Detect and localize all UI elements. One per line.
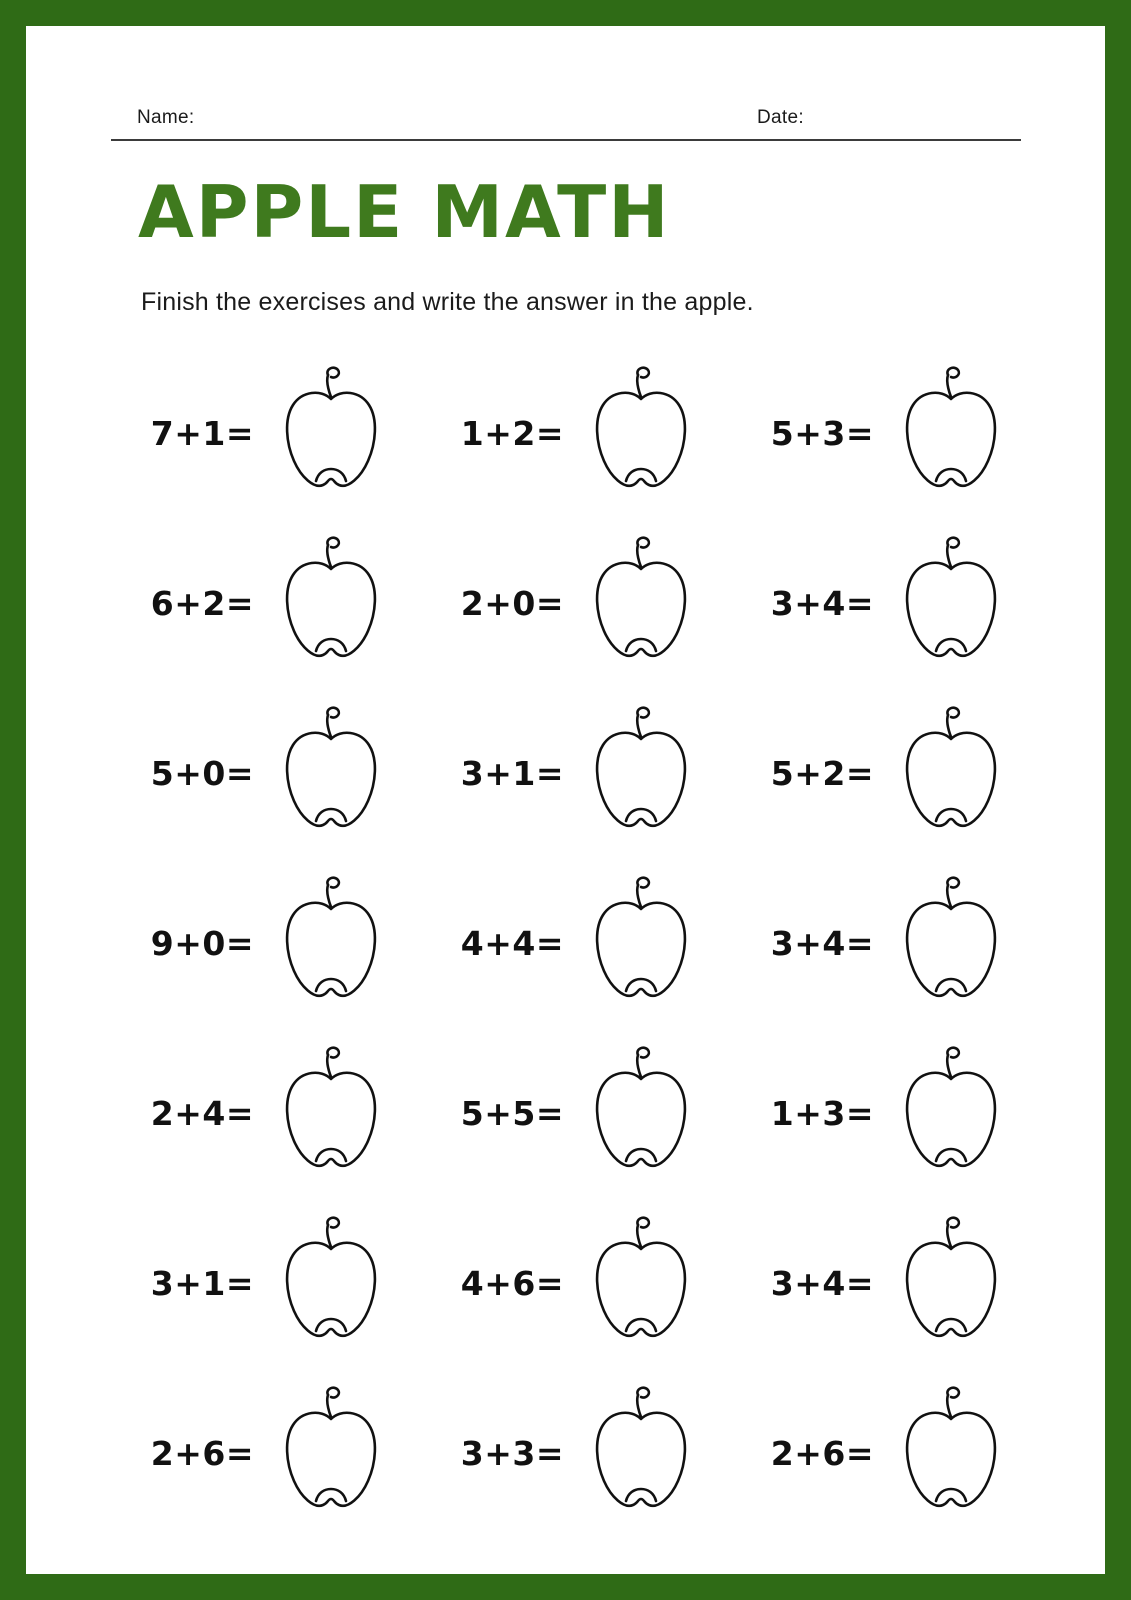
problem-expression: 3+3= — [460, 1433, 564, 1473]
problem-cell — [112, 348, 422, 518]
problem-expression: 2+4= — [150, 1093, 254, 1133]
problem-expression: 3+1= — [150, 1263, 254, 1303]
instructions-text: Finish the exercises and write the answer in the apple. — [141, 288, 754, 316]
apple-icon[interactable] — [886, 1213, 1016, 1353]
problem-expression: 1+3= — [770, 1093, 874, 1133]
date-field-label: Date: — [757, 107, 804, 128]
apple-icon[interactable] — [576, 703, 706, 843]
problem-expression: 2+0= — [460, 583, 564, 623]
problem-expression: 5+2= — [770, 753, 874, 793]
problem-cell — [732, 518, 1042, 688]
problem-cell — [422, 1368, 732, 1538]
apple-icon[interactable] — [576, 1043, 706, 1183]
problem-cell — [732, 688, 1042, 858]
problem-cell — [422, 1198, 732, 1368]
problem-cell — [732, 1198, 1042, 1368]
problem-expression: 7+1= — [150, 413, 254, 453]
apple-icon[interactable] — [886, 363, 1016, 503]
problem-cell — [112, 688, 422, 858]
problem-cell — [732, 1368, 1042, 1538]
apple-icon[interactable] — [266, 1213, 396, 1353]
problem-expression: 4+6= — [460, 1263, 564, 1303]
problem-cell — [732, 858, 1042, 1028]
problem-cell — [112, 518, 422, 688]
problem-expression: 6+2= — [150, 583, 254, 623]
worksheet-page — [26, 26, 1105, 1574]
problem-cell — [422, 688, 732, 858]
apple-icon[interactable] — [266, 533, 396, 673]
apple-icon[interactable] — [266, 363, 396, 503]
problem-cell — [112, 1198, 422, 1368]
apple-icon[interactable] — [886, 1383, 1016, 1523]
problem-cell — [732, 348, 1042, 518]
apple-icon[interactable] — [576, 1213, 706, 1353]
problem-expression: 5+5= — [460, 1093, 564, 1133]
problem-cell — [112, 1368, 422, 1538]
apple-icon[interactable] — [886, 873, 1016, 1013]
problem-cell — [422, 1028, 732, 1198]
name-field-label: Name: — [137, 107, 195, 128]
problem-expression: 4+4= — [460, 923, 564, 963]
page-title: APPLE MATH — [138, 170, 671, 254]
problem-cell — [422, 858, 732, 1028]
problem-expression: 5+3= — [770, 413, 874, 453]
apple-icon[interactable] — [266, 1383, 396, 1523]
apple-icon[interactable] — [266, 873, 396, 1013]
apple-icon[interactable] — [886, 533, 1016, 673]
problem-expression: 1+2= — [460, 413, 564, 453]
problem-cell — [112, 1028, 422, 1198]
problem-cell — [732, 1028, 1042, 1198]
problem-expression: 2+6= — [770, 1433, 874, 1473]
apple-icon[interactable] — [886, 703, 1016, 843]
problem-cell — [112, 858, 422, 1028]
apple-icon[interactable] — [266, 1043, 396, 1183]
problem-expression: 9+0= — [150, 923, 254, 963]
apple-icon[interactable] — [576, 363, 706, 503]
apple-icon[interactable] — [576, 1383, 706, 1523]
problem-expression: 3+4= — [770, 923, 874, 963]
problem-expression: 2+6= — [150, 1433, 254, 1473]
problems-grid — [112, 348, 1042, 1538]
problem-cell — [422, 518, 732, 688]
problem-cell — [422, 348, 732, 518]
apple-icon[interactable] — [576, 533, 706, 673]
apple-icon[interactable] — [886, 1043, 1016, 1183]
header-fields — [111, 96, 1021, 141]
apple-icon[interactable] — [266, 703, 396, 843]
problem-expression: 5+0= — [150, 753, 254, 793]
problem-expression: 3+1= — [460, 753, 564, 793]
apple-icon[interactable] — [576, 873, 706, 1013]
problem-expression: 3+4= — [770, 1263, 874, 1303]
problem-expression: 3+4= — [770, 583, 874, 623]
